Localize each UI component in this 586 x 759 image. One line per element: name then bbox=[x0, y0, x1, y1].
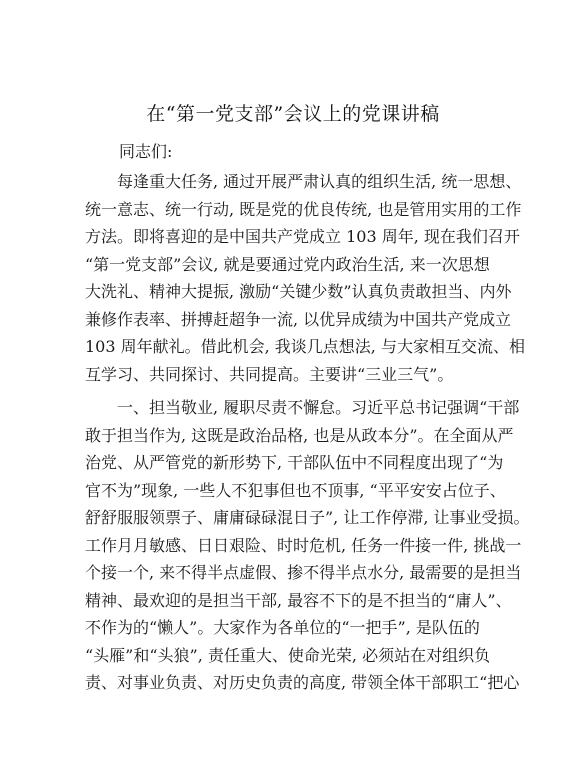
paragraph-1 bbox=[85, 168, 525, 388]
paragraph-line: 兼修作表率、拼搏赶超争一流, 以优异成绩为中国共产党成立 bbox=[85, 309, 512, 329]
paragraph-line: 大洗礼、精神大提振, 激励“关键少数”认真负责敢担当、内外 bbox=[85, 282, 512, 301]
paragraph-line: 舒舒服服领票子、庸庸碌碌混日子”, 让工作停滞, 让事业受损。 bbox=[85, 508, 530, 527]
paragraph-line: “第一党支部”会议, 就是要通过党内政治生活, 来一次思想 bbox=[85, 254, 490, 274]
paragraph-line: 每逢重大任务, 通过开展严肃认真的组织生活, 统一思想、 bbox=[117, 172, 522, 191]
greeting: 同志们: bbox=[119, 142, 173, 161]
paragraph-line: 官不为”现象, 一些人不犯事但也不顶事, “平平安安占位子、 bbox=[85, 480, 506, 500]
paragraph-line: 统一意志、统一行动, 既是党的优良传统, 也是管用实用的工作 bbox=[85, 199, 522, 219]
paragraph-line: 精神、最欢迎的是担当干部, 最容不下的是不担当的“庸人”、 bbox=[85, 590, 512, 610]
document-title: 在“第一党支部”会议上的党课讲稿 bbox=[146, 103, 440, 125]
paragraph-line: 敢于担当作为, 这既是政治品格, 也是从政本分”。在全面从严 bbox=[85, 425, 514, 445]
paragraph-line: 责、对事业负责、对历史负责的高度, 带领全体干部职工“把心 bbox=[85, 673, 520, 692]
paragraph-line: 不作为的“懒人”。大家作为各单位的“一把手”, 是队伍的 bbox=[85, 618, 480, 637]
paragraph-2 bbox=[85, 394, 530, 697]
paragraph-line: 工作月月敏感、日日艰险、时时危机, 任务一件接一件, 挑战一 bbox=[85, 535, 522, 555]
paragraph-line: “头雁”和“头狼”, 责任重大、使命光荣, 必须站在对组织负 bbox=[85, 645, 491, 665]
paragraph-line: 治党、从严管党的新形势下, 干部队伍中不同程度出现了“为 bbox=[85, 453, 504, 472]
paragraph-line: 103 周年献礼。借此机会, 我谈几点想法, 与大家相互交流、相 bbox=[85, 337, 525, 356]
paragraph-line: 一、担当敬业, 履职尽责不懈怠。习近平总书记强调“干部 bbox=[117, 398, 520, 417]
paragraph-line: 方法。即将喜迎的是中国共产党成立 103 周年, 现在我们召开 bbox=[85, 227, 520, 246]
paragraph-line: 个接一个, 来不得半点虚假、掺不得半点水分, 最需要的是担当 bbox=[85, 563, 522, 582]
paragraph-line: 互学习、共同探讨、共同提高。主要讲“三业三气”。 bbox=[85, 364, 454, 384]
